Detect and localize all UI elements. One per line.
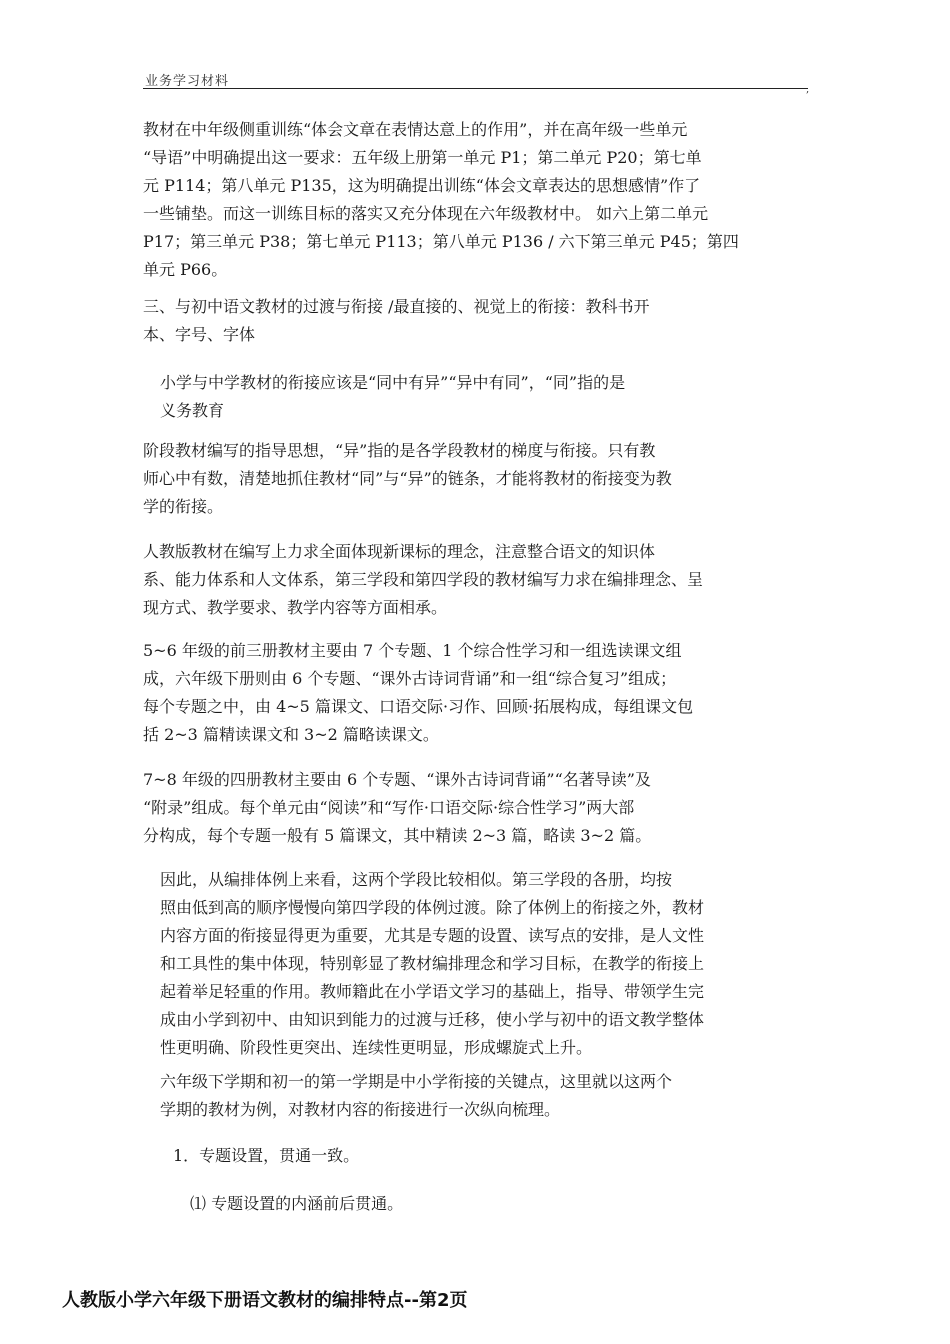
paragraph-line: 六年级下学期和初一的第一学期是中小学衔接的关键点，这里就以这两个 bbox=[160, 1072, 673, 1091]
paragraph-line: 括 2~3 篇精读课文和 3~2 篇略读课文。 bbox=[143, 725, 439, 744]
paragraph-line: 阶段教材编写的指导思想，“异”指的是各学段教材的梯度与衔接。只有教 bbox=[143, 441, 656, 460]
header-title: 业务学习材料 bbox=[145, 74, 230, 89]
paragraph-line: “导语”中明确提出这一要求：五年级上册第一单元 P1；第二单元 P20；第七单 bbox=[143, 148, 702, 167]
paragraph bbox=[143, 116, 811, 284]
page-footer: 人教版小学六年级下册语文教材的编排特点--第2页 bbox=[62, 1290, 468, 1311]
paragraph bbox=[173, 1142, 773, 1170]
paragraph-line: 因此，从编排体例上来看，这两个学段比较相似。第三学段的各册，均按 bbox=[160, 870, 673, 889]
paragraph-line: 学期的教材为例，对教材内容的衔接进行一次纵向梳理。 bbox=[160, 1100, 561, 1119]
paragraph bbox=[160, 369, 810, 425]
paragraph-line: 每个专题之中，由 4~5 篇课文、口语交际·习作、回顾·拓展构成，每组课文包 bbox=[143, 697, 694, 716]
paragraph-line: 系、能力体系和人文体系，第三学段和第四学段的教材编写力求在编排理念、呈 bbox=[143, 570, 704, 589]
paragraph-line: “附录”组成。每个单元由“阅读”和“写作·口语交际·综合性学习”两大部 bbox=[143, 798, 635, 817]
paragraph-line: 义务教育 bbox=[160, 401, 225, 420]
paragraph-line: ⑴ 专题设置的内涵前后贯通。 bbox=[190, 1194, 404, 1213]
paragraph-line: 1．专题设置，贯通一致。 bbox=[173, 1146, 360, 1165]
paragraph bbox=[143, 437, 811, 521]
paragraph-line: 分构成，每个专题一般有 5 篇课文，其中精读 2~3 篇，略读 3~2 篇。 bbox=[143, 826, 652, 845]
paragraph-line: 成，六年级下册则由 6 个专题、“课外古诗词背诵”和一组“综合复习”组成； bbox=[143, 669, 677, 688]
header-edge-mark: , bbox=[806, 84, 810, 95]
paragraph-line: 性更明确、阶段性更突出、连续性更明显，形成螺旋式上升。 bbox=[160, 1038, 593, 1057]
paragraph-line: 教材在中年级侧重训练“体会文章在表情达意上的作用”，并在高年级一些单元 bbox=[143, 120, 688, 139]
paragraph-line: 和工具性的集中体现，特别彰显了教材编排理念和学习目标，在教学的衔接上 bbox=[160, 954, 705, 973]
paragraph-line: 一些铺垫。而这一训练目标的落实又充分体现在六年级教材中。 如六上第二单元 bbox=[143, 204, 709, 223]
paragraph bbox=[190, 1190, 770, 1218]
paragraph-line: 学的衔接。 bbox=[143, 497, 224, 516]
paragraph-line: 小学与中学教材的衔接应该是“同中有异”“异中有同”，“同”指的是 bbox=[160, 373, 626, 392]
paragraph-line: 成由小学到初中、由知识到能力的过渡与迁移，使小学与初中的语文教学整体 bbox=[160, 1010, 705, 1029]
paragraph-line: 本、字号、字体 bbox=[143, 325, 256, 344]
paragraph-line: P17；第三单元 P38；第七单元 P113；第八单元 P136 / 六下第三单元 P45；第四 bbox=[143, 232, 739, 251]
paragraph bbox=[160, 1068, 810, 1124]
paragraph-line: 照由低到高的顺序慢慢向第四学段的体例过渡。除了体例上的衔接之外，教材 bbox=[160, 898, 705, 917]
paragraph-line: 三、与初中语文教材的过渡与衔接 /最直接的、视觉上的衔接：教科书开 bbox=[143, 297, 650, 316]
paragraph-line: 内容方面的衔接显得更为重要，尤其是专题的设置、读写点的安排，是人文性 bbox=[160, 926, 705, 945]
paragraph bbox=[143, 293, 811, 349]
paragraph-line: 单元 P66。 bbox=[143, 260, 228, 279]
paragraph-line: 起着举足轻重的作用。教师籍此在小学语文学习的基础上，指导、带领学生完 bbox=[160, 982, 705, 1001]
paragraph-line: 现方式、教学要求、教学内容等方面相承。 bbox=[143, 598, 448, 617]
paragraph-line: 元 P114；第八单元 P135，这为明确提出训练“体会文章表达的思想感情”作了 bbox=[143, 176, 701, 195]
paragraph-line: 师心中有数，清楚地抓住教材“同”与“异”的链条，才能将教材的衔接变为教 bbox=[143, 469, 672, 488]
paragraph bbox=[143, 538, 811, 622]
paragraph bbox=[160, 866, 810, 1062]
paragraph-line: 人教版教材在编写上力求全面体现新课标的理念，注意整合语文的知识体 bbox=[143, 542, 656, 561]
paragraph bbox=[143, 766, 811, 850]
paragraph-line: 5~6 年级的前三册教材主要由 7 个专题、1 个综合性学习和一组选读课文组 bbox=[143, 641, 682, 660]
paragraph-line: 7~8 年级的四册教材主要由 6 个专题、“课外古诗词背诵”“名著导读”及 bbox=[143, 770, 651, 789]
paragraph bbox=[143, 637, 811, 749]
